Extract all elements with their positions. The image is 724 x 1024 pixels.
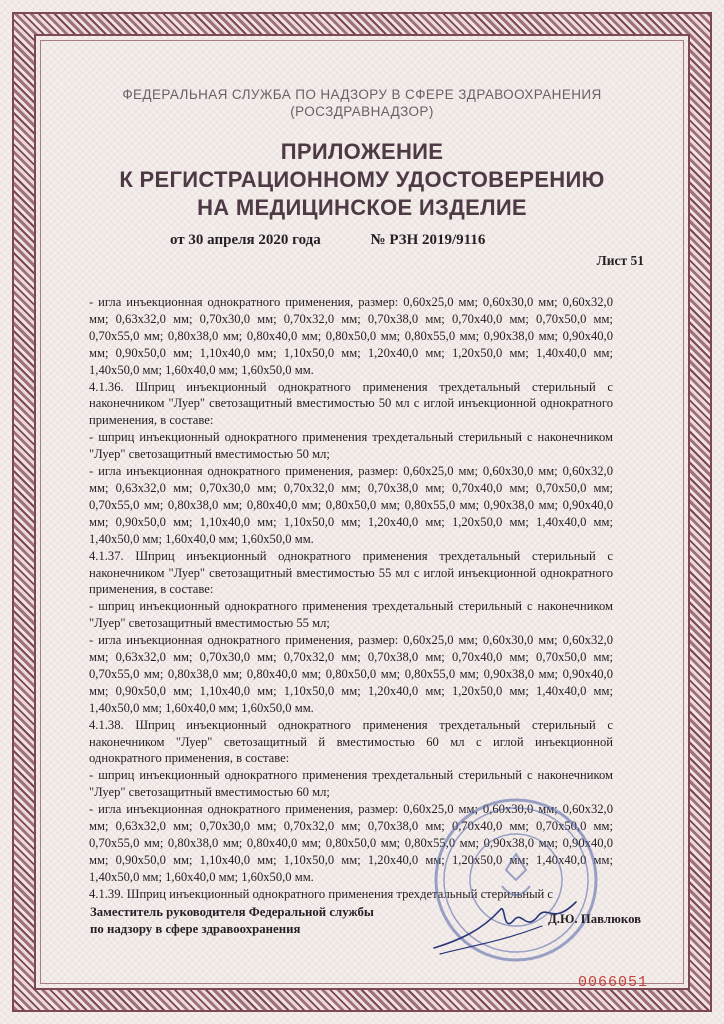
body-paragraph: - шприц инъекционный однократного применения трехдетальный стерильный с наконечником "Луер" светозащитный вместимостью 55 мл;	[89, 599, 613, 631]
body-paragraph: 4.1.39. Шприц инъекционный однократного применения трехдетальный стерильный с	[89, 886, 554, 901]
number-sign: №	[370, 232, 386, 248]
certificate-reference	[170, 232, 590, 249]
body-paragraph: 4.1.38. Шприц инъекционный однократного применения трехдетальный стерильный с наконечником "Луер" светозащитный й вместимостью 60 мл с иглой инъекционной однократного применения, в составе:	[89, 717, 613, 766]
certificate-date: от 30 апреля 2020 года	[170, 232, 321, 248]
body-paragraph: 4.1.37. Шприц инъекционный однократного применения трехдетальный стерильный с наконечником "Луер" светозащитный вместимостью 55 мл с иглой инъекционной однократного применения, в составе:	[89, 548, 613, 597]
signatory-position	[90, 904, 440, 938]
signatory-name: Д.Ю. Павлюков	[548, 912, 642, 926]
title-line-1: ПРИЛОЖЕНИЕ	[280, 139, 444, 164]
certificate-number: РЗН 2019/9116	[389, 232, 486, 248]
serial-number: 0066051	[578, 974, 649, 991]
body-paragraph: - игла инъекционная однократного применения, размер: 0,60x25,0 мм; 0,60x30,0 мм; 0,60x32,0 мм; 0,63x32,0 мм; 0,70x30,0 мм; 0,70x32,0 мм; 0,70x38,0 мм; 0,70x40,0 мм; 0,70x50,0 мм; 0,70x55,0 мм; 0,80x38,0 мм; 0,80x40,0 мм; 0,80x50,0 мм; 0,80x55,0 мм; 0,90x38,0 мм; 0,90x40,0 мм; 0,90x50,0 мм; 1,10x40,0 мм; 1,10x50,0 мм; 1,20x40,0 мм; 1,20x50,0 мм; 1,40x40,0 мм; 1,40x50,0 мм; 1,60x40,0 мм; 1,60x50,0 мм.	[89, 464, 613, 546]
body-paragraph: - игла инъекционная однократного применения, размер: 0,60x25,0 мм; 0,60x30,0 мм; 0,60x32,0 мм; 0,63x32,0 мм; 0,70x30,0 мм; 0,70x32,0 мм; 0,70x38,0 мм; 0,70x40,0 мм; 0,70x50,0 мм; 0,70x55,0 мм; 0,80x38,0 мм; 0,80x40,0 мм; 0,80x50,0 мм; 0,80x55,0 мм; 0,90x38,0 мм; 0,90x40,0 мм; 0,90x50,0 мм; 1,10x40,0 мм; 1,10x50,0 мм; 1,20x40,0 мм; 1,20x50,0 мм; 1,40x40,0 мм; 1,40x50,0 мм; 1,60x40,0 мм; 1,60x50,0 мм.	[89, 802, 613, 884]
body-paragraph: - игла инъекционная однократного применения, размер: 0,60x25,0 мм; 0,60x30,0 мм; 0,60x32,0 мм; 0,63x32,0 мм; 0,70x30,0 мм; 0,70x32,0 мм; 0,70x38,0 мм; 0,70x40,0 мм; 0,70x50,0 мм; 0,70x55,0 мм; 0,80x38,0 мм; 0,80x40,0 мм; 0,80x50,0 мм; 0,80x55,0 мм; 0,90x38,0 мм; 0,90x40,0 мм; 0,90x50,0 мм; 1,10x40,0 мм; 1,10x50,0 мм; 1,20x40,0 мм; 1,20x50,0 мм; 1,40x40,0 мм; 1,40x50,0 мм; 1,60x40,0 мм; 1,60x50,0 мм.	[89, 295, 613, 377]
agency-abbreviation: (РОСЗДРАВНАДЗОР)	[290, 104, 434, 119]
title-line-2: К РЕГИСТРАЦИОННОМУ УДОСТОВЕРЕНИЮ	[119, 167, 605, 192]
signatory-position-line-2: по надзору в сфере здравоохранения	[90, 922, 301, 936]
document-title	[60, 138, 664, 222]
sheet-number: Лист 51	[596, 253, 644, 268]
title-line-3: НА МЕДИЦИНСКОЕ ИЗДЕЛИЕ	[197, 195, 527, 220]
signatory-position-line-1: Заместитель руководителя Федеральной службы	[90, 905, 374, 919]
body-paragraph: 4.1.36. Шприц инъекционный однократного применения трехдетальный стерильный с наконечником "Луер" светозащитный вместимостью 50 мл с иглой инъекционной однократного применения, в составе:	[89, 379, 613, 428]
body-paragraph: - шприц инъекционный однократного применения трехдетальный стерильный с наконечником "Луер" светозащитный вместимостью 50 мл;	[89, 430, 613, 462]
agency-header	[60, 86, 664, 120]
body-paragraph: - игла инъекционная однократного применения, размер: 0,60x25,0 мм; 0,60x30,0 мм; 0,60x32,0 мм; 0,63x32,0 мм; 0,70x30,0 мм; 0,70x32,0 мм; 0,70x38,0 мм; 0,70x40,0 мм; 0,70x50,0 мм; 0,70x55,0 мм; 0,80x38,0 мм; 0,80x40,0 мм; 0,80x50,0 мм; 0,80x55,0 мм; 0,90x38,0 мм; 0,90x40,0 мм; 0,90x50,0 мм; 1,10x40,0 мм; 1,10x50,0 мм; 1,20x40,0 мм; 1,20x50,0 мм; 1,40x40,0 мм; 1,40x50,0 мм; 1,60x40,0 мм; 1,60x50,0 мм.	[89, 633, 613, 715]
agency-name: ФЕДЕРАЛЬНАЯ СЛУЖБА ПО НАДЗОРУ В СФЕРЕ ЗДРАВООХРАНЕНИЯ	[122, 87, 602, 102]
body-paragraph: - шприц инъекционный однократного применения трехдетальный стерильный с наконечником "Луер" светозащитный вместимостью 60 мл;	[89, 768, 613, 800]
